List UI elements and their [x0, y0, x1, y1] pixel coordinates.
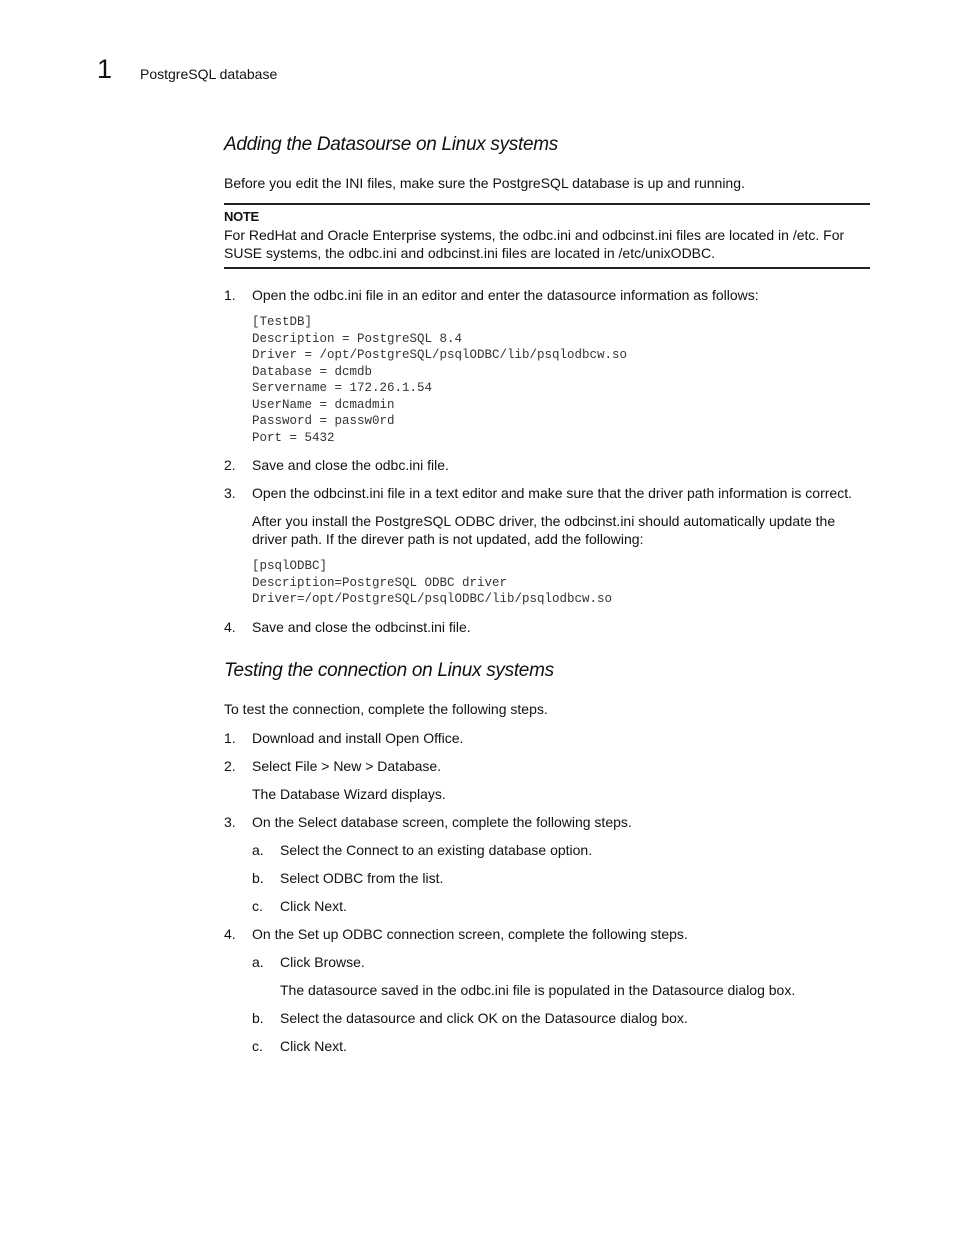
text-fragment: .	[343, 897, 347, 914]
substep	[252, 953, 870, 999]
step-text: Download and install Open Office.	[252, 729, 464, 746]
step-text	[252, 813, 870, 831]
section-heading-testing-connection: Testing the connection on Linux systems	[224, 659, 554, 681]
text-fragment: dialog box.	[723, 981, 796, 998]
section-heading-adding-datasource: Adding the Datasourse on Linux systems	[224, 134, 558, 155]
text-fragment: Select the datasource and click	[280, 1009, 478, 1026]
list-item	[224, 618, 870, 636]
text-fragment: The	[252, 785, 281, 802]
step-number: 4.	[224, 618, 236, 635]
step-number: 3.	[224, 813, 236, 830]
text-fragment: Click	[280, 953, 315, 970]
text-fragment: screen, complete the following steps.	[454, 925, 688, 942]
section-intro: To test the connection, complete the following steps.	[224, 700, 548, 717]
ui-term: File > New > Database	[294, 757, 438, 774]
chapter-title: PostgreSQL database	[140, 66, 278, 82]
text-fragment: displays.	[387, 785, 446, 802]
substep	[252, 897, 870, 915]
text-fragment: On the	[252, 813, 298, 830]
step-number: 4.	[224, 925, 236, 942]
code-block-odbc-ini: [TestDB] Description = PostgreSQL 8.4 Driver = /opt/PostgreSQL/psqlODBC/lib/psqlodbcw.so Database = dcmdb Servername = 172.26.1.54 UserName = dcmadmin Password = passw0rd Port = 5432	[252, 315, 628, 445]
steps-list-datasource	[224, 286, 870, 636]
list-item	[224, 925, 870, 1055]
ui-term: Next	[314, 1037, 344, 1054]
text-fragment: on the	[497, 1009, 545, 1026]
step-text	[252, 925, 870, 943]
note-box	[224, 203, 870, 269]
step-number: 1.	[224, 729, 236, 746]
note-label: NOTE	[224, 209, 259, 224]
substep-letter: b.	[252, 869, 264, 886]
step-followup-text: After you install the PostgreSQL ODBC driver, the odbcinst.ini should automatically update the driver path. If the direver path is not updated, add the following:	[252, 513, 836, 547]
text-fragment: .	[343, 1037, 347, 1054]
substep-letter: c.	[252, 897, 263, 914]
ui-term: Next	[314, 897, 344, 914]
substep-letter: b.	[252, 1009, 264, 1026]
text-fragment: Click	[280, 897, 315, 914]
ui-term: Datasource	[544, 1009, 617, 1026]
text-fragment: On the	[252, 925, 298, 942]
text-fragment: dialog box.	[616, 1009, 688, 1026]
step-number: 3.	[224, 485, 236, 501]
substep	[252, 1037, 870, 1055]
ui-term: Set up ODBC connection	[297, 925, 455, 942]
step-followup-text	[252, 785, 870, 803]
step-text	[252, 757, 870, 775]
list-item	[224, 286, 870, 446]
ui-term: Browse	[314, 953, 361, 970]
ui-term: Select database	[297, 813, 399, 830]
text-fragment: option.	[546, 841, 593, 858]
list-item	[224, 813, 870, 915]
step-text: Save and close the odbcinst.ini file.	[252, 618, 471, 635]
step-text: Open the odbcinst.ini file in a text editor and make sure that the driver path information is correct.	[252, 485, 852, 501]
ui-term: Connect to an existing database	[346, 841, 547, 858]
text-fragment: The datasource saved in the odbc.ini file is populated in the	[280, 981, 653, 998]
substep-letter: a.	[252, 953, 264, 970]
note-text: For RedHat and Oracle Enterprise systems, the odbc.ini and odbcinst.ini files are located in /etc. For SUSE systems, the odbc.ini and odbcinst.ini files are located in /etc/unixODBC.	[224, 227, 845, 261]
text-fragment: .	[360, 953, 365, 970]
list-item	[224, 729, 870, 747]
ui-term: Datasource	[652, 981, 724, 998]
text-fragment: .	[437, 757, 442, 774]
ui-term: OK	[477, 1009, 498, 1026]
step-number: 2.	[224, 757, 236, 774]
step-text: Save and close the odbc.ini file.	[252, 457, 449, 473]
text-fragment: Click	[280, 1037, 315, 1054]
substep-letter: a.	[252, 841, 264, 858]
step-text: Open the odbc.ini file in an editor and enter the datasource information as follows:	[252, 287, 759, 303]
steps-list-testing	[224, 729, 870, 1055]
chapter-number: 1	[97, 54, 113, 84]
list-item	[224, 757, 870, 803]
page-content	[224, 132, 870, 1065]
substep-letter: c.	[252, 1037, 263, 1054]
list-item	[224, 456, 870, 474]
section-intro: Before you edit the INI files, make sure the PostgreSQL database is up and running.	[224, 175, 745, 191]
text-fragment: Select	[252, 757, 295, 774]
substep	[252, 1009, 870, 1027]
text-fragment: Select	[280, 869, 323, 886]
step-number: 1.	[224, 287, 236, 303]
substep-followup-text	[280, 981, 870, 999]
ui-term: ODBC	[322, 869, 364, 886]
text-fragment: screen, complete the following steps.	[398, 813, 632, 830]
substep	[252, 841, 870, 859]
substep	[252, 869, 870, 887]
step-number: 2.	[224, 457, 236, 473]
text-fragment: from the list.	[363, 869, 444, 886]
text-fragment: Select the	[280, 841, 347, 858]
code-block-odbcinst-ini: [psqlODBC] Description=PostgreSQL ODBC driver Driver=/opt/PostgreSQL/psqlODBC/lib/psqlodbcw.so	[252, 559, 613, 606]
list-item	[224, 484, 870, 608]
ui-term: Database Wizard	[280, 785, 388, 802]
